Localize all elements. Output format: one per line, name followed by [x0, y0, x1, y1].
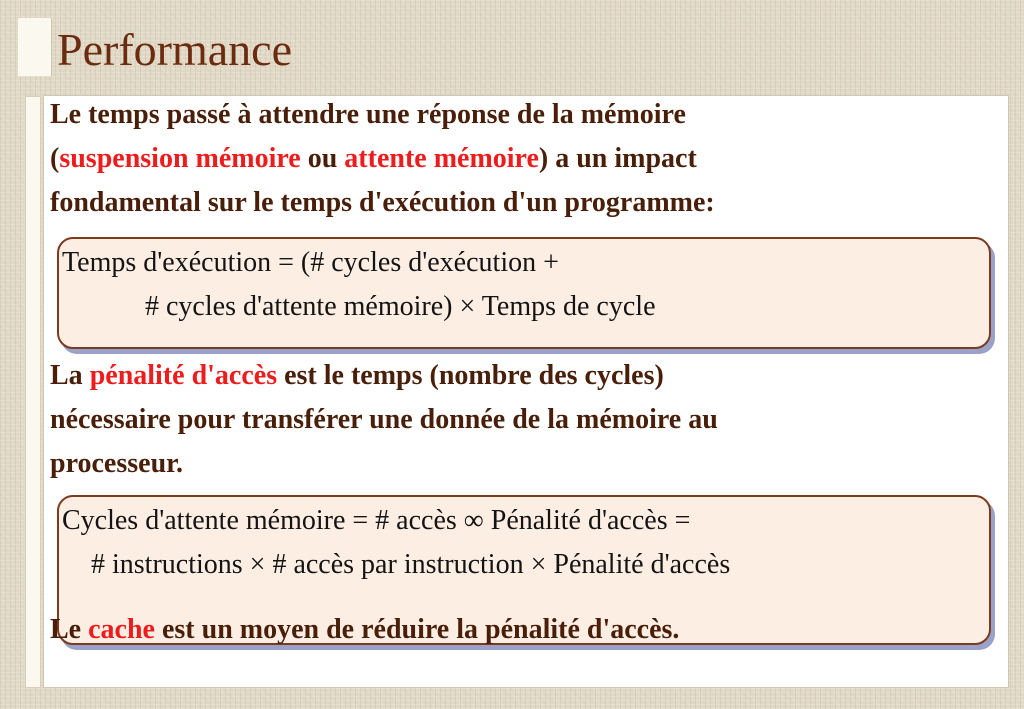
connector-ou: ou — [300, 143, 345, 174]
term-suspension-memoire: suspension mémoire — [59, 143, 301, 174]
left-margin-rule — [25, 96, 41, 688]
title-accent-bar — [18, 18, 52, 76]
paragraph-memory-wait — [50, 93, 990, 225]
paragraph-line: Le temps passé à attendre une réponse de la mémoire — [50, 99, 686, 130]
term-cache: cache — [88, 614, 155, 645]
text-prefix: Le — [50, 614, 89, 645]
paragraph-line-tail: ) a un impact — [538, 143, 697, 174]
term-penalite-acces: pénalité d'accès — [89, 360, 278, 391]
term-attente-memoire: attente mémoire — [344, 143, 539, 174]
formula-box-execution-time — [57, 237, 991, 349]
open-paren: ( — [50, 143, 60, 174]
formula-line: Temps d'exécution = (# cycles d'exécution + — [62, 247, 559, 278]
paragraph-access-penalty — [50, 354, 990, 486]
paragraph-line: nécessaire pour transférer une donnée de la mémoire au — [50, 404, 718, 435]
formula-line: # instructions × # accès par instruction × Pénalité d'accès — [91, 549, 731, 580]
formula-line: Cycles d'attente mémoire = # accès ∞ Pénalité d'accès = — [62, 505, 691, 536]
text-prefix: La — [50, 360, 90, 391]
formula-line: # cycles d'attente mémoire) × Temps de cycle — [145, 291, 656, 322]
text-suffix: est le temps (nombre des cycles) — [277, 360, 664, 391]
text-suffix: est un moyen de réduire la pénalité d'accès. — [154, 614, 680, 645]
paragraph-line: fondamental sur le temps d'exécution d'un programme: — [50, 187, 715, 218]
paragraph-cache — [50, 608, 990, 652]
paragraph-line: processeur. — [50, 448, 183, 479]
slide-title: Performance — [57, 24, 292, 75]
